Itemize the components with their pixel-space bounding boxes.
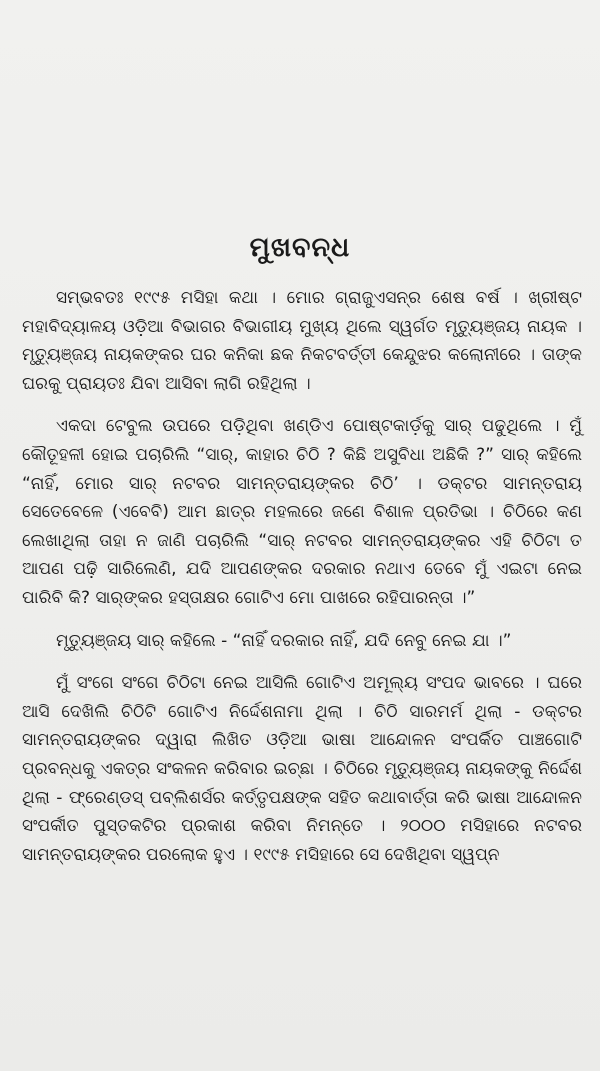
body-text: [22, 284, 582, 869]
paragraph-1: ସମ୍ଭବତଃ ୧୯୯୫ ମସିହା କଥା । ମୋର ଗ୍ରାଜୁଏସନ୍‌ର ଶେଷ ବର୍ଷ । ଖ୍ରୀଷ୍ଟ ମହାବିଦ୍ୟାଳୟ ଓଡ଼ିଆ ବିଭାଗର ବିଭାଗୀୟ ମୁଖ୍ୟ ଥିଲେ ସ୍ୱର୍ଗତ ମୃତ୍ୟୁଞ୍ଜୟ ନାୟକ । ମୃତ୍ୟୁଞ୍ଜୟ ନାୟକଙ୍କର ଘର କନିକା ଛକ ନିକଟବର୍ତ୍ତୀ କେନ୍ଦୁଝର କଲୋନୀରେ । ତାଙ୍କ ଘରକୁ ପ୍ରାୟତଃ ଯିବା ଆସିବା ଲାଗି ରହିଥିଲା ।: [22, 288, 582, 394]
paragraph-2: ଏକଦା ଟେବୁଲ ଉପରେ ପଡ଼ିଥିବା ଖଣ୍ଡିଏ ପୋଷ୍ଟକାର୍ଡ଼କୁ ସାର୍ ପଢୁଥିଲେ । ମୁଁ କୌତୂହଳୀ ହୋଇ ପଚାରିଲି “ସାର୍, କାହାର ଚିଠି ? କିଛି ଅସୁବିଧା ଅଛିକି ?” ସାର୍ କହିଲେ “ନାହିଁ, ମୋର ସାର୍ ନଟବର ସାମନ୍ତରାୟଙ୍କର ଚିଠି’ । ଡକ୍ଟର ସାମନ୍ତରାୟ ସେତେବେଳେ (ଏବେବି) ଆମ ଛାତ୍ର ମହଲରେ ଜଣେ ବିଶାଳ ପ୍ରତିଭା । ଚିଠିରେ କଣ ଲେଖାଥିଲା ତାହା ନ ଜାଣି ପଚାରିଲି “ସାର୍ ନଟବର ସାମନ୍ତରାୟଙ୍କର ଏହି ଚିଠିଟା ତ ଆପଣ ପଢ଼ି ସାରିଲେଣି, ଯଦି ଆପଣଙ୍କର ଦରକାର ନଥାଏ ତେବେ ମୁଁ ଏଇଟା ନେଇ ପାରିବି କି? ସାର୍‌ଙ୍କର ହସ୍ତାକ୍ଷର ଗୋଟିଏ ମୋ ପାଖରେ ରହିପାରନ୍ତା ।”: [22, 416, 582, 608]
paragraph-4: ମୁଁ ସଂଗେ ସଂଗେ ଚିଠିଟା ନେଇ ଆସିଲି ଗୋଟିଏ ଅମୂଲ୍ୟ ସଂପଦ ଭାବରେ । ଘରେ ଆସି ଦେଖିଲି ଚିଠିଟି ଗୋଟିଏ ନିର୍ଦ୍ଦେଶନାମା ଥିଲା । ଚିଠି ସାରମର୍ମ ଥିଲା - ଡକ୍ଟର ସାମନ୍ତରାୟଙ୍କର ଦ୍ୱାରା ଲିଖିତ ଓଡ଼ିଆ ଭାଷା ଆନ୍ଦୋଳନ ସଂପର୍କିତ ପାଞ୍ଚଗୋଟି ପ୍ରବନ୍ଧକୁ ଏକତ୍ର ସଂକଳନ କରିବାର ଇଚ୍ଛା । ଚିଠିରେ ମୃତ୍ୟୁଞ୍ଜୟ ନାୟକଙ୍କୁ ନିର୍ଦ୍ଦେଶ ଥିଲା - ଫ୍ରେଣ୍ଡସ୍ ପବ୍ଲିଶର୍ସର କର୍ତ୍ତୃପକ୍ଷଙ୍କ ସହିତ କଥାବାର୍ତ୍ତା କରି ଭାଷା ଆନ୍ଦୋଳନ ସଂପର୍କୀତ ପୁସ୍ତକଟିର ପ୍ରକାଶ କରିବା ନିମନ୍ତେ । ୨୦୦୦ ମସିହାରେ ନଟବର ସାମନ୍ତରାୟଙ୍କର ପରଲୋକ ହୁଏ । ୧୯୯୫ ମସିହାରେ ସେ ଦେଖିଥିବା ସ୍ୱପ୍ନ: [22, 673, 582, 865]
paragraph-3: ମୃତ୍ୟୁଞ୍ଜୟ ସାର୍ କହିଲେ - “ନାହିଁ ଦରକାର ନାହିଁ, ଯଦି ନେବୁ ନେଇ ଯା ।”: [56, 630, 512, 651]
page-heading: ମୁଖବନ୍ଧ: [249, 232, 351, 263]
